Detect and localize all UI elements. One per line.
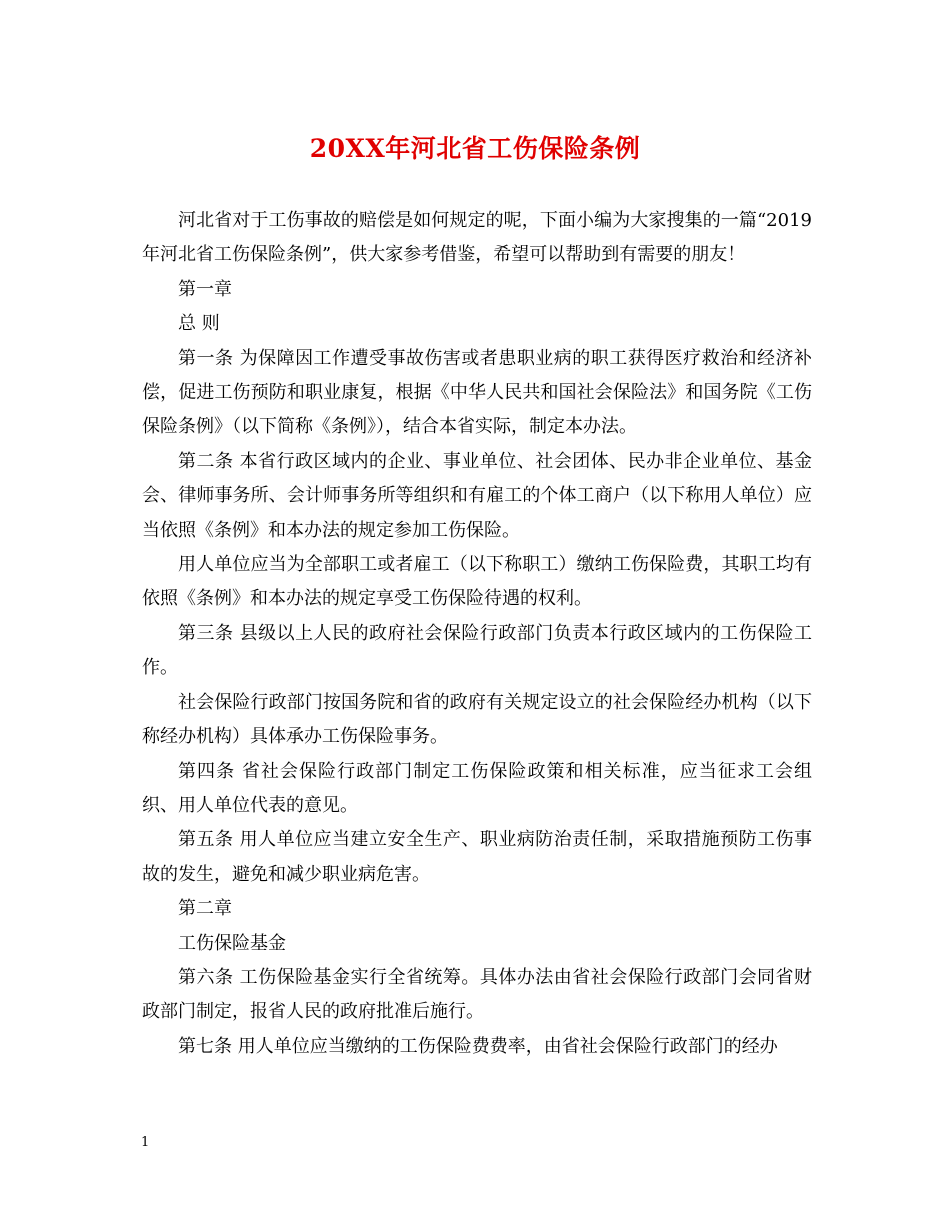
intro-paragraph: 河北省对于工伤事故的赔偿是如何规定的呢，下面小编为大家搜集的一篇“2019年河北省工伤保险条例”，供大家参考借鉴，希望可以帮助到有需要的朋友！ bbox=[142, 210, 812, 266]
article-paragraph: 第六条 工伤保险基金实行全省统筹。具体办法由省社会保险行政部门会同省财政部门制定，报省人民的政府批准后施行。 bbox=[142, 966, 812, 1023]
page-number: 1 bbox=[141, 1135, 150, 1150]
article-paragraph: 第四条 省社会保险行政部门制定工伤保险政策和相关标准，应当征求工会组织、用人单位代表的意见。 bbox=[142, 760, 812, 816]
document-title: 20XX年河北省工伤保险条例 bbox=[309, 134, 641, 163]
article-paragraph: 第七条 用人单位应当缴纳的工伤保险费费率，由省社会保险行政部门的经办 bbox=[178, 1035, 778, 1057]
chapter-heading: 第一章 bbox=[178, 278, 232, 300]
article-paragraph: 用人单位应当为全部职工或者雇工（以下称职工）缴纳工伤保险费，其职工均有依照《条例》和本办法的规定享受工伤保险待遇的权利。 bbox=[142, 554, 812, 610]
article-paragraph: 第二条 本省行政区域内的企业、事业单位、社会团体、民办非企业单位、基金会、律师事务所、会计师事务所等组织和有雇工的个体工商户（以下称用人单位）应当依照《条例》和本办法的规定参加工伤保险。 bbox=[142, 450, 812, 541]
article-paragraph: 社会保险行政部门按国务院和省的政府有关规定设立的社会保险经办机构（以下称经办机构）具体承办工伤保险事务。 bbox=[142, 691, 812, 748]
article-paragraph: 第一条 为保障因工作遭受事故伤害或者患职业病的职工获得医疗救治和经济补偿，促进工伤预防和职业康复，根据《中华人民共和国社会保险法》和国务院《工伤保险条例》（以下简称《条例》），结合本省实际，制定本办法。 bbox=[142, 347, 812, 438]
article-paragraph: 第三条 县级以上人民的政府社会保险行政部门负责本行政区域内的工伤保险工作。 bbox=[142, 622, 812, 679]
article-paragraph: 第五条 用人单位应当建立安全生产、职业病防治责任制，采取措施预防工伤事故的发生，避免和减少职业病危害。 bbox=[142, 829, 812, 885]
chapter-title: 工伤保险基金 bbox=[178, 932, 286, 954]
chapter-heading: 第二章 bbox=[178, 898, 232, 920]
chapter-title: 总 则 bbox=[178, 313, 220, 335]
document-body bbox=[142, 204, 812, 1064]
